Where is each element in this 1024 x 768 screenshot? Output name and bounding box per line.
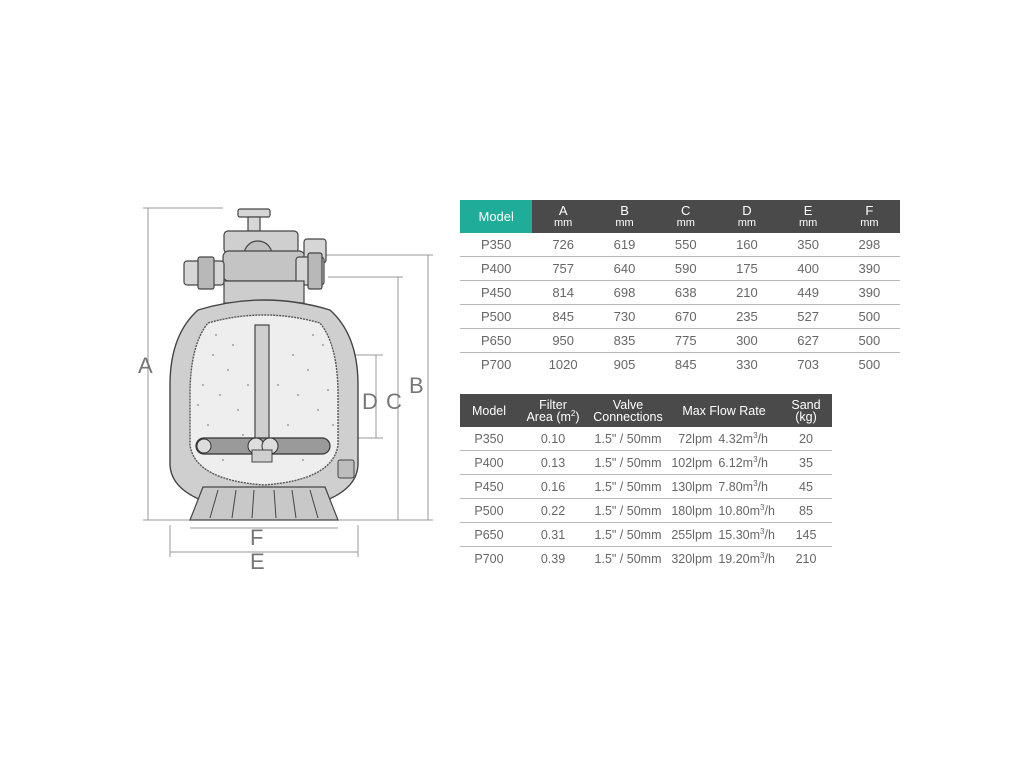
dim-header-c [655, 200, 716, 233]
filter-area-cell: 0.39 [540, 551, 566, 566]
header-max-flow: Max Flow Rate [668, 394, 780, 427]
dimension-cell: 670 [655, 305, 716, 329]
flow-m3h-suffix: /h [764, 503, 775, 518]
table-row [460, 475, 832, 499]
flow-m3h-suffix: /h [757, 479, 768, 494]
flow-m3h-cell [712, 475, 780, 499]
flow-m3h-cell [712, 547, 780, 571]
label-e: E [250, 549, 265, 574]
valve-cell: 1.5" / 50mm [588, 475, 668, 499]
dimension-cell: 638 [655, 281, 716, 305]
header-valve-line1: Valve [612, 397, 644, 412]
flow-m3h-sup: 3 [760, 526, 765, 536]
dimensions-table-header [460, 200, 900, 233]
dimension-cell: 550 [655, 233, 716, 257]
header-sand-line1: Sand [791, 397, 821, 412]
header-valve [588, 394, 668, 427]
flow-m3h-value: 4.32m [718, 431, 754, 446]
dimension-cell: 449 [778, 281, 839, 305]
header-model: Model [460, 394, 518, 427]
table-row [460, 547, 832, 571]
flow-lpm-cell: 320lpm [671, 551, 713, 566]
flow-lpm-cell: 72lpm [668, 427, 712, 451]
sand-cell: 20 [780, 427, 832, 451]
dimension-cell: 330 [736, 357, 758, 372]
dimensions-table-body [460, 233, 900, 376]
dim-header-label: F [865, 202, 874, 218]
flow-lpm-cell: 130lpm [668, 475, 712, 499]
dimension-cell: 500 [839, 329, 900, 353]
flow-lpm-cell: 102lpm [668, 451, 712, 475]
dimension-cell: 845 [674, 357, 697, 372]
model-cell: P450 [460, 281, 532, 305]
dimension-cell: 640 [594, 257, 655, 281]
dim-header-unit: mm [737, 216, 757, 229]
dim-header-label: B [620, 202, 629, 218]
filter-area-cell: 0.31 [518, 523, 588, 547]
dim-header-d [716, 200, 777, 233]
header-filter-area-line2: Area (m [526, 409, 571, 424]
table-row [460, 523, 832, 547]
header-filter-area-close: ) [575, 409, 580, 424]
dimension-cell: 350 [778, 233, 839, 257]
dim-header-e [778, 200, 839, 233]
sand-cell: 210 [795, 551, 817, 566]
valve-cell: 1.5" / 50mm [588, 427, 668, 451]
flow-lpm-cell: 255lpm [668, 523, 712, 547]
sand-cell: 35 [780, 451, 832, 475]
flow-m3h-suffix: /h [764, 551, 775, 566]
table-row [460, 451, 832, 475]
filter-area-cell: 0.22 [518, 499, 588, 523]
flow-m3h-value: 6.12m [718, 455, 754, 470]
filter-area-cell: 0.16 [518, 475, 588, 499]
flow-m3h-value: 10.80m [718, 503, 761, 518]
dim-header-unit: mm [798, 216, 818, 229]
dimension-cell: 500 [839, 305, 900, 329]
dim-header-f [839, 200, 900, 233]
filter-area-cell: 0.10 [518, 427, 588, 451]
table-row [460, 281, 900, 305]
dimension-cell: 590 [655, 257, 716, 281]
dimension-cell: 835 [594, 329, 655, 353]
flow-m3h-value: 19.20m [718, 551, 761, 566]
flow-lpm-cell: 180lpm [668, 499, 712, 523]
dim-header-label: C [681, 202, 691, 218]
dimension-cell: 235 [716, 305, 777, 329]
dim-header-label: Model [478, 208, 514, 224]
sand-filter-drawing [128, 195, 438, 575]
dimension-cell: 160 [716, 233, 777, 257]
flow-m3h-sup: 3 [760, 550, 765, 560]
model-cell: P400 [460, 257, 532, 281]
dimension-cell: 627 [778, 329, 839, 353]
flow-m3h-cell [712, 427, 780, 451]
model-cell: P350 [460, 427, 518, 451]
flow-m3h-sup: 3 [753, 430, 758, 440]
model-cell: P650 [460, 329, 532, 353]
valve-cell: 1.5" / 50mm [588, 451, 668, 475]
dimension-cell: 210 [716, 281, 777, 305]
dimension-cell: 730 [594, 305, 655, 329]
dimension-cell: 298 [839, 233, 900, 257]
dim-header-label: E [803, 202, 813, 218]
dim-header-unit: mm [860, 216, 879, 229]
table-row [460, 499, 832, 523]
model-cell: P500 [460, 305, 532, 329]
model-cell: P400 [460, 451, 518, 475]
sand-cell: 45 [780, 475, 832, 499]
flow-m3h-cell [712, 499, 780, 523]
flow-m3h-value: 15.30m [718, 527, 761, 542]
table-row [460, 427, 832, 451]
dimension-cell: 390 [839, 281, 900, 305]
label-b: B [409, 373, 424, 398]
specs-table-body [460, 427, 832, 570]
valve-cell: 1.5" / 50mm [588, 523, 668, 547]
table-row [460, 353, 900, 377]
sand-cell: 145 [780, 523, 832, 547]
header-filter-area [518, 394, 588, 427]
flow-m3h-suffix: /h [757, 455, 768, 470]
table-row [460, 257, 900, 281]
dimension-cell: 619 [594, 233, 655, 257]
dimension-cell: 703 [797, 357, 819, 372]
label-c: C [386, 389, 402, 414]
label-f: F [250, 525, 264, 550]
header-valve-line2: Connections [593, 409, 663, 424]
valve-cell: 1.5" / 50mm [588, 499, 668, 523]
header-filter-area-sup: 2 [570, 408, 576, 418]
flow-m3h-sup: 3 [753, 478, 758, 488]
model-cell: P700 [481, 357, 512, 372]
dimension-cell: 757 [532, 257, 594, 281]
specs-table [460, 394, 832, 570]
header-filter-area-line1: Filter [539, 397, 567, 412]
valve-cell: 1.5" / 50mm [594, 551, 662, 566]
dim-header-label: A [558, 202, 568, 218]
dimension-cell: 400 [778, 257, 839, 281]
specs-table-header [460, 394, 832, 427]
sand-filter-diagram [128, 195, 438, 575]
flow-m3h-suffix: /h [764, 527, 775, 542]
dim-header-label: D [742, 202, 752, 218]
dimensions-table [460, 200, 900, 376]
table-row [460, 329, 900, 353]
dimension-cell: 950 [532, 329, 594, 353]
dimension-cell: 726 [532, 233, 594, 257]
dimension-cell: 845 [532, 305, 594, 329]
label-d: D [362, 389, 378, 414]
dim-header-b [594, 200, 655, 233]
dimension-cell: 175 [716, 257, 777, 281]
model-cell: P350 [460, 233, 532, 257]
dimension-cell: 698 [594, 281, 655, 305]
dim-header-unit: mm [554, 216, 573, 229]
model-cell: P700 [474, 551, 504, 566]
filter-area-cell: 0.13 [518, 451, 588, 475]
flow-m3h-sup: 3 [753, 454, 758, 464]
dimension-cell: 500 [858, 357, 881, 372]
dimension-cell: 390 [839, 257, 900, 281]
table-row [460, 233, 900, 257]
dimension-cell: 1020 [548, 357, 578, 372]
model-cell: P650 [460, 523, 518, 547]
dim-header-unit: mm [615, 216, 634, 229]
sand-cell: 85 [780, 499, 832, 523]
model-cell: P500 [460, 499, 518, 523]
flow-m3h-value: 7.80m [718, 479, 754, 494]
flow-m3h-cell [712, 523, 780, 547]
dimension-cell: 300 [716, 329, 777, 353]
flow-m3h-suffix: /h [757, 431, 768, 446]
dim-header-model [460, 200, 532, 233]
flow-m3h-sup: 3 [760, 502, 765, 512]
dimension-cell: 775 [655, 329, 716, 353]
flow-m3h-cell [712, 451, 780, 475]
dimension-cell: 905 [613, 357, 636, 372]
header-sand-line2: (kg) [795, 409, 817, 424]
dim-header-unit: mm [676, 216, 695, 229]
dim-header-a [532, 200, 594, 233]
model-cell: P450 [460, 475, 518, 499]
header-sand [780, 394, 832, 427]
label-a: A [138, 353, 153, 378]
dimension-cell: 814 [532, 281, 594, 305]
dimension-cell: 527 [778, 305, 839, 329]
table-row [460, 305, 900, 329]
